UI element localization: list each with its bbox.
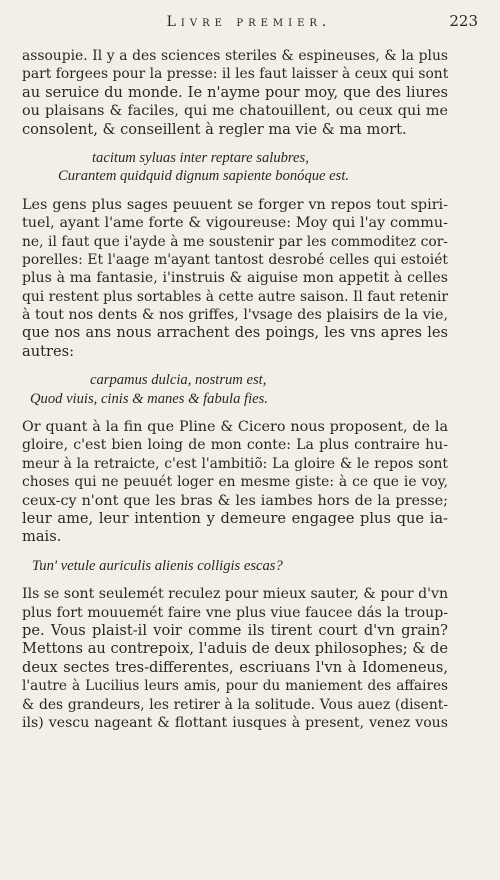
verse-line: carpamus dulcia, nostrum est, — [90, 372, 267, 389]
prose-line: que nos ans nous arrachent des poings, les vns apres les — [22, 324, 448, 342]
running-head-title: Livre premier. — [166, 14, 332, 30]
prose-line: consolent, & conseillent à regler ma vie & ma mort. — [22, 120, 407, 138]
prose-line: ils) vescu nageant & flottant iusques à present, venez vous — [22, 714, 448, 731]
prose-line: assoupie. Il y a des sciences steriles & espineuses, & la plus — [22, 48, 448, 64]
block-gap — [22, 139, 448, 149]
prose-line: deux sectes tres-differentes, escriuans l'vn à Idomeneus, — [22, 658, 448, 676]
verse-line: Curantem quidquid dignum sapiente bonóque est. — [58, 168, 350, 185]
block-gap — [22, 408, 448, 418]
prose-line: Les gens plus sages peuuent se forger vn repos tout spiri- — [22, 196, 448, 213]
prose-line: Ils se sont seulemét reculez pour mieux sauter, & pour d'vn — [22, 586, 449, 603]
prose-line: au seruice du monde. Ie n'ayme pour moy, que des liures — [22, 83, 448, 101]
block-gap — [22, 186, 448, 196]
prose-line: plus fort mouuemét faire vne plus viue faucee dás la troup- — [22, 604, 448, 621]
prose-line: gloire, c'est bien loing de mon conte: La plus contraire hu- — [22, 437, 448, 454]
page-body — [22, 47, 448, 732]
prose-line: qui restent plus sortables à cette autre saison. Il faut retenir — [22, 288, 449, 305]
prose-line: pe. Vous plaist-il voir comme ils tirent court d'vn grain? — [22, 621, 448, 639]
prose-line: & des grandeurs, les retirer à la solitude. Vous auez (disent- — [22, 696, 448, 713]
block-gap — [22, 575, 448, 585]
prose-line: leur ame, leur intention y demeure engagee plus que ia- — [22, 509, 448, 527]
prose-line: Or quant à la fin que Pline & Cicero nous proposent, de la — [22, 419, 448, 436]
prose-line: part forgees pour la presse: il les faut laisser à ceux qui sont — [22, 66, 449, 83]
prose-line: ne, il faut que i'ayde à me soustenir par les commoditez cor- — [22, 233, 448, 250]
prose-line: autres: — [22, 342, 74, 360]
prose-line: mais. — [22, 528, 62, 546]
prose-line: plus à ma fantasie, i'instruis & aiguise mon appetit à celles — [22, 270, 448, 287]
verse-line: Tun' vetule auriculis alienis colligis escas? — [32, 557, 283, 574]
prose-line: à tout nos dents & nos griffes, l'vsage des plaisirs de la vie, — [22, 307, 448, 324]
block-gap — [22, 361, 448, 371]
verse-line: Quod viuis, cinis & manes & fabula fies. — [30, 390, 268, 407]
prose-line: tuel, ayant l'ame forte & vigoureuse: Moy qui l'ay commu- — [22, 215, 448, 232]
prose-line: porelles: Et l'aage m'ayant tantost desrobé celles qui estoiét — [22, 251, 448, 268]
prose-line: ou plaisans & faciles, qui me chatouillent, ou ceux qui me — [22, 103, 448, 120]
prose-line: ceux-cy n'ont que les bras & les iambes hors de la presse; — [22, 492, 448, 509]
prose-line: Mettons au contrepoix, l'aduis de deux philosophes; & de — [22, 640, 448, 658]
prose-line: choses qui ne peuuét loger en mesme giste: à ce que ie voy, — [22, 474, 448, 491]
page-number: 223 — [449, 12, 478, 30]
running-head — [20, 10, 478, 34]
verse-line: tacitum syluas inter reptare salubres, — [92, 149, 309, 166]
prose-line: meur à la retraicte, c'est l'ambitiõ: La gloire & le repos sont — [22, 455, 448, 472]
block-gap — [22, 547, 448, 557]
prose-line: l'autre à Lucilius leurs amis, pour du maniement des affaires — [22, 678, 448, 695]
